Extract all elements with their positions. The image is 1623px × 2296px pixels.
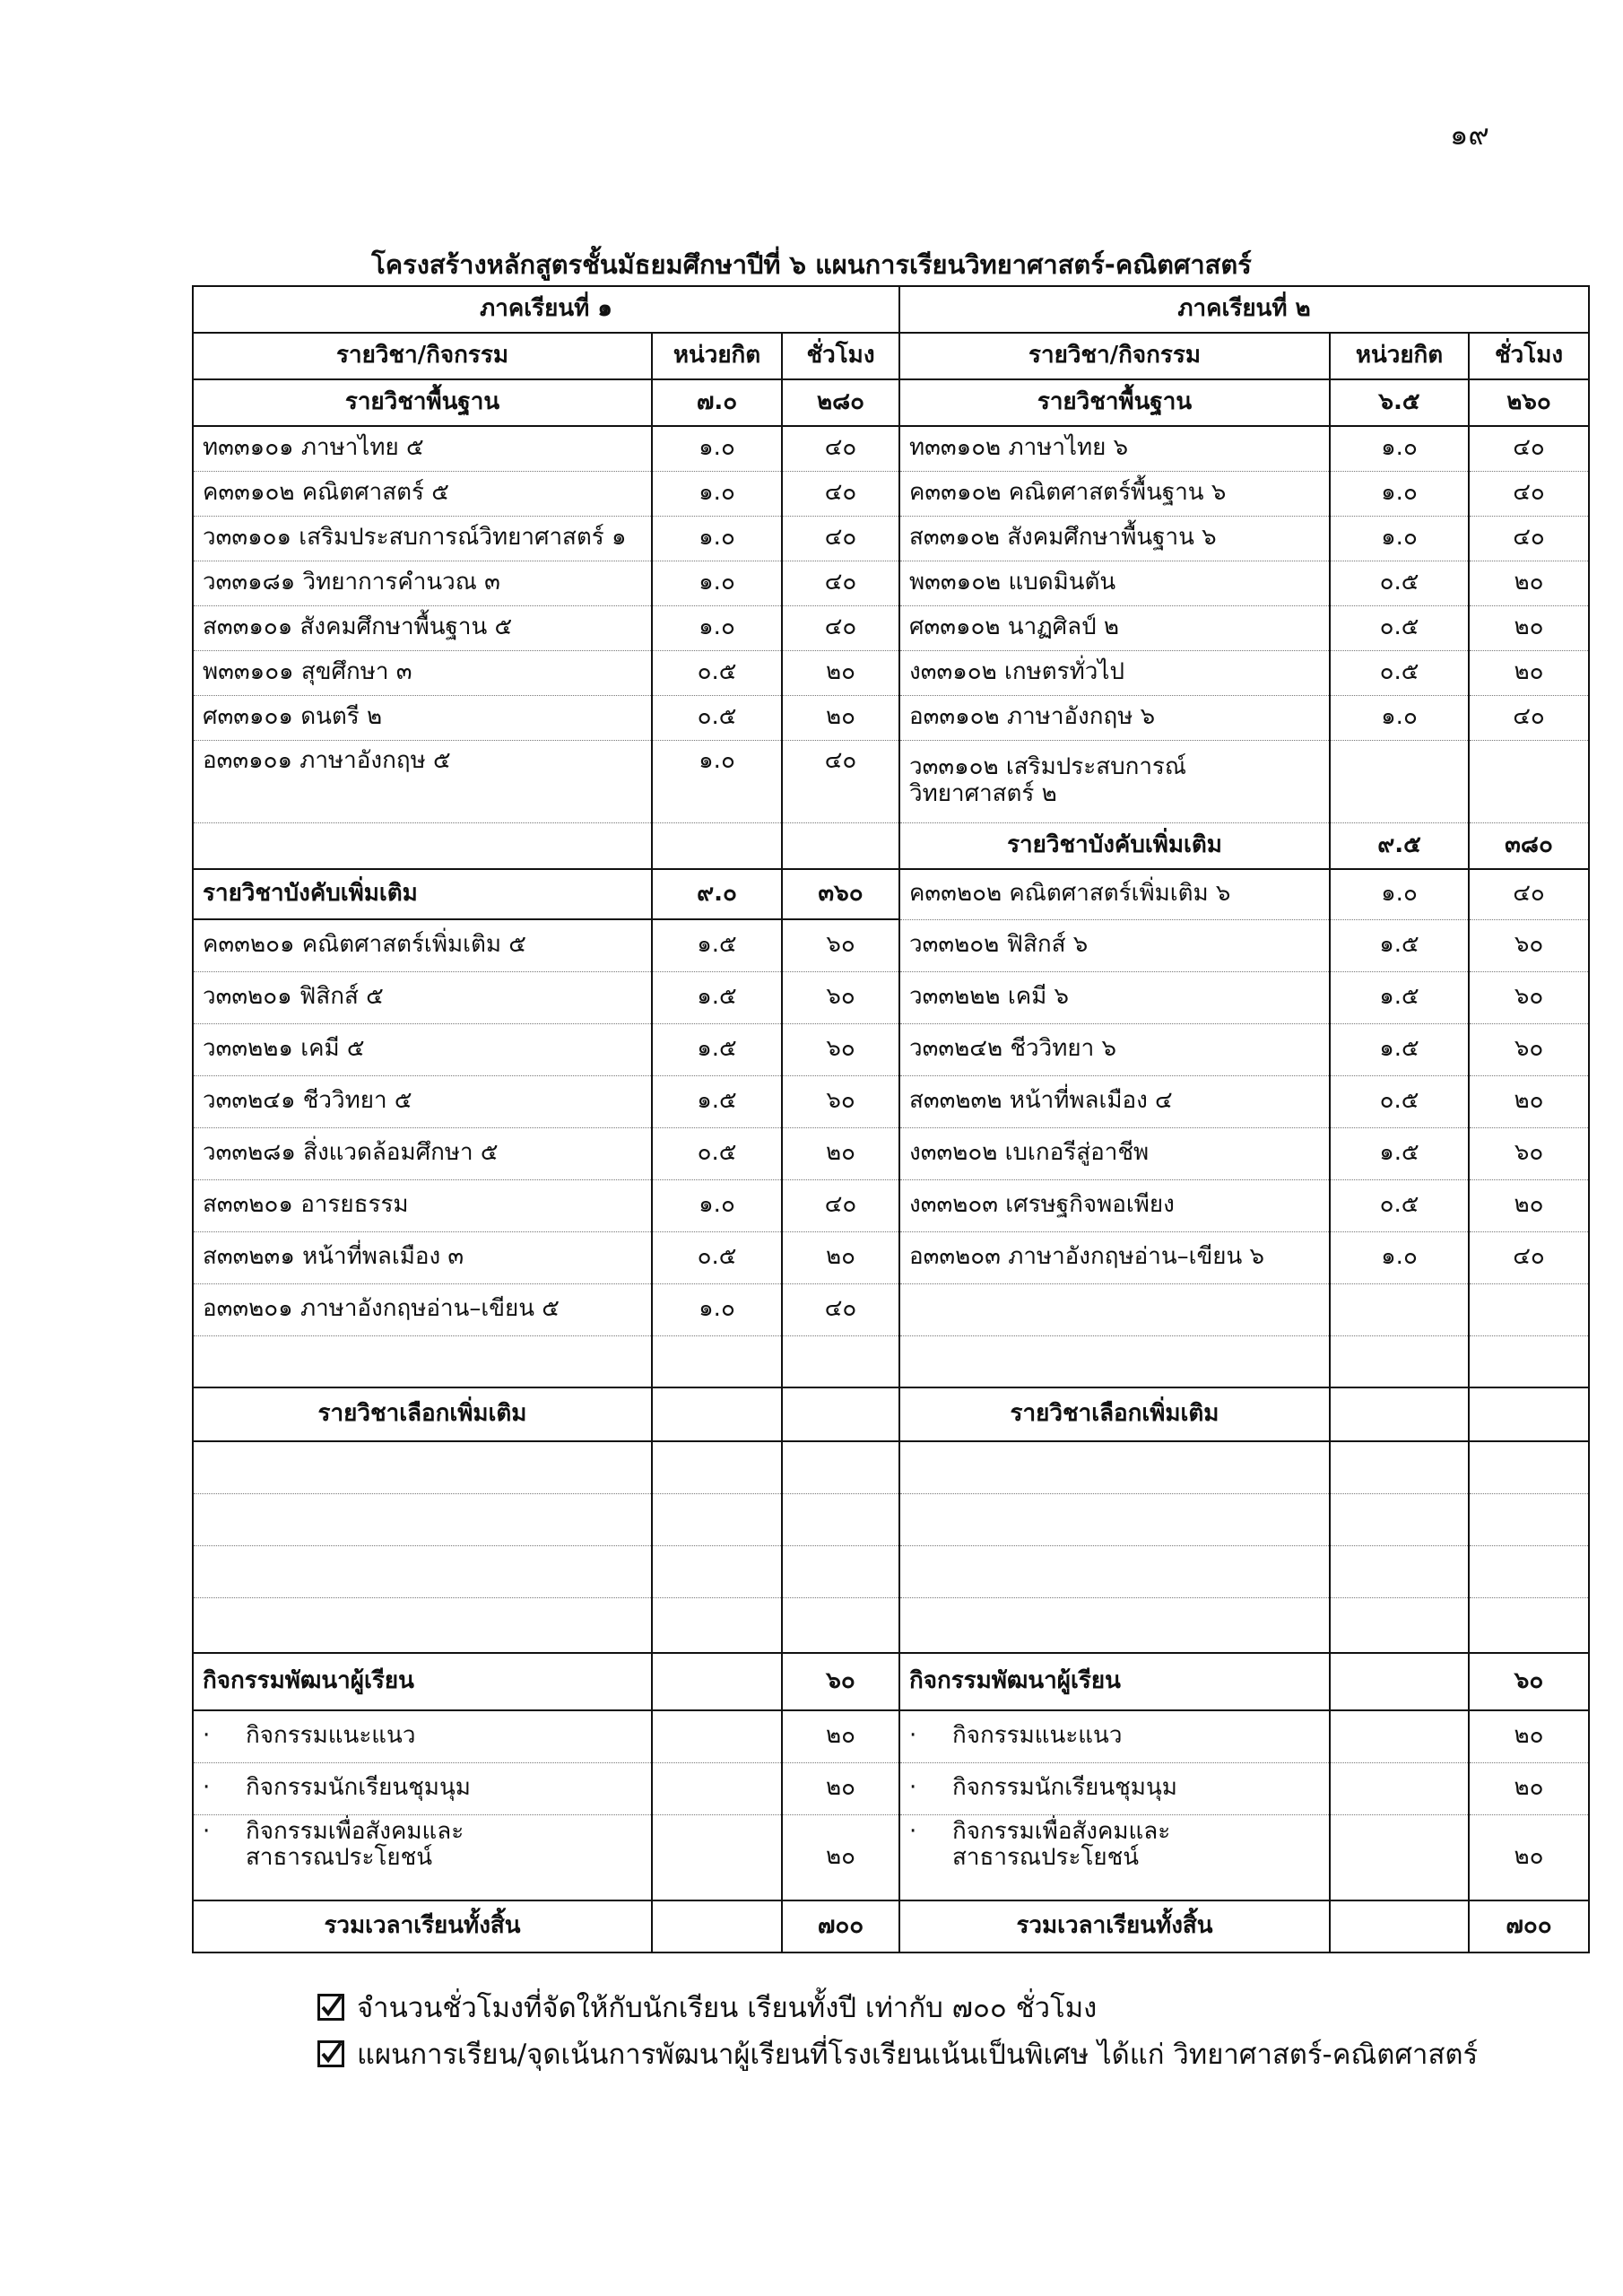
bullet: · [909,1722,917,1750]
t1-activity-club [193,1762,652,1814]
t2-basic-credits: ๐.๕ [1330,561,1469,605]
activity-label: กิจกรรมแนะแนว [952,1722,1123,1750]
t1-activity-guidance-hours: ๒๐ [782,1710,899,1762]
elective-blank [1330,1597,1469,1653]
t2-basic-subject: ท๓๓๑๐๒ ภาษาไทย ๖ [899,426,1330,471]
bullet: · [203,1817,211,1845]
elective-blank [899,1597,1330,1653]
curriculum-table [192,285,1590,1953]
t2-basic-credits: ๑.๐ [1330,516,1469,561]
t1-additional-hours: ๖๐ [782,919,899,971]
t1-activities-section-label: กิจกรรมพัฒนาผู้เรียน [193,1653,652,1710]
t1-basic-hours: ๔๐ [782,516,899,561]
bullet: · [909,1817,917,1845]
elective-blank [899,1441,1330,1493]
empty-cell [1330,1335,1469,1387]
t1-additional-credits: ๑.๐ [652,1179,782,1231]
t1-additional-subject: ส๓๓๒๓๑ หน้าที่พลเมือง ๓ [193,1231,652,1283]
additional-row [193,971,1589,1023]
activity-label: กิจกรรมนักเรียนชุมนุม [952,1774,1177,1802]
t2-additional-hours: ๖๐ [1469,971,1589,1023]
t2-additional-credits: ๑.๕ [1330,1023,1469,1075]
elective-blank [1469,1441,1589,1493]
t1-basic-credits: ๐.๕ [652,650,782,695]
activity-label: กิจกรรมนักเรียนชุมนุม [246,1774,471,1802]
t1-activity-social-hours: ๒๐ [782,1814,899,1900]
t2-activities-hours-total: ๖๐ [1469,1653,1589,1710]
basic-row [193,516,1589,561]
t1-basic-hours: ๔๐ [782,605,899,650]
empty-cell [1330,1387,1469,1441]
t2-total-label: รวมเวลาเรียนทั้งสิ้น [899,1900,1330,1952]
t2-additional-credits-total: ๙.๕ [1330,822,1469,869]
t2-basic-hours: ๔๐ [1469,471,1589,516]
t2-basic-hours: ๒๐ [1469,605,1589,650]
additional-row [193,1075,1589,1127]
t1-activity-club-hours: ๒๐ [782,1762,899,1814]
t2-subject-header: รายวิชา/กิจกรรม [899,333,1330,379]
t2-basic-credits: ๐.๕ [1330,605,1469,650]
t1-basic-hours: ๔๐ [782,471,899,516]
t1-additional-hours: ๒๐ [782,1127,899,1179]
t1-activity-guidance [193,1710,652,1762]
t2-additional-credits: ๑.๐ [1330,1231,1469,1283]
t2-additional-credits [1330,1283,1469,1335]
t1-basic-hours: ๔๐ [782,426,899,471]
t1-additional-section-label: รายวิชาบังคับเพิ่มเติม [193,869,652,919]
t2-additional-hours: ๖๐ [1469,1023,1589,1075]
t1-basic-last-hours: ๔๐ [782,740,899,822]
activity-label-line2: สาธารณประโยชน์ [952,1844,1140,1872]
t2-additional-subject: ว๓๓๒๐๒ ฟิสิกส์ ๖ [899,919,1330,971]
t2-additional-section-label: รายวิชาบังคับเพิ่มเติม [899,822,1330,869]
t2-basic-credits: ๑.๐ [1330,695,1469,740]
t2-additional-hours: ๖๐ [1469,1127,1589,1179]
basic-row [193,561,1589,605]
t2-activity-social-hours: ๒๐ [1469,1814,1589,1900]
empty-cell [1330,1900,1469,1952]
t1-additional-credits: ๑.๕ [652,1075,782,1127]
empty-cell [782,1335,899,1387]
t1-additional-credits: ๑.๕ [652,919,782,971]
t1-additional-subject: ค๓๓๒๐๑ คณิตศาสตร์เพิ่มเติม ๕ [193,919,652,971]
t1-basic-subject: ว๓๓๑๐๑ เสริมประสบการณ์วิทยาศาสตร์ ๑ [193,516,652,561]
empty-cell [652,1335,782,1387]
t1-total-label: รวมเวลาเรียนทั้งสิ้น [193,1900,652,1952]
empty-cell [652,1387,782,1441]
t2-basic-hours: ๔๐ [1469,695,1589,740]
t1-basic-credits: ๑.๐ [652,605,782,650]
t1-total-hours: ๗๐๐ [782,1900,899,1952]
t2-basic-credits: ๐.๕ [1330,650,1469,695]
basic-row [193,605,1589,650]
additional-row [193,1231,1589,1283]
empty-cell [1330,1814,1469,1900]
bullet: · [203,1722,211,1750]
elective-blank [782,1493,899,1545]
elective-blank [193,1441,652,1493]
elective-blank [193,1545,652,1597]
t1-basic-hours-total: ๒๘๐ [782,379,899,426]
empty-cell [1330,1653,1469,1710]
t2-hours-header: ชั่วโมง [1469,333,1589,379]
t2-additional-hours-total: ๓๘๐ [1469,822,1589,869]
t1-credits-header: หน่วยกิต [652,333,782,379]
t2-additional-subject: ส๓๓๒๓๒ หน้าที่พลเมือง ๔ [899,1075,1330,1127]
elective-blank [193,1493,652,1545]
t1-basic-subject: ศ๓๓๑๐๑ ดนตรี ๒ [193,695,652,740]
elective-blank [1330,1493,1469,1545]
t2-basic-last-subject-line2: วิทยาศาสตร์ ๒ [909,780,1057,807]
additional-row [193,1127,1589,1179]
elective-blank [193,1597,652,1653]
t2-basic-credits: ๑.๐ [1330,471,1469,516]
t1-basic-subject: ว๓๓๑๘๑ วิทยาการคำนวณ ๓ [193,561,652,605]
empty-cell [1469,1335,1589,1387]
t1-basic-subject: ส๓๓๑๐๑ สังคมศึกษาพื้นฐาน ๕ [193,605,652,650]
t1-activity-social [193,1814,652,1900]
t1-additional-credits: ๐.๕ [652,1127,782,1179]
t2-additional-subject: ง๓๓๒๐๒ เบเกอรีสู่อาชีพ [899,1127,1330,1179]
t1-additional-hours-total: ๓๖๐ [782,869,899,919]
t2-additional-credits: ๐.๕ [1330,1179,1469,1231]
t1-empty-cell [782,822,899,869]
activity-label-line1: กิจกรรมเพื่อสังคมและ [952,1817,1171,1845]
t1-basic-hours: ๔๐ [782,561,899,605]
t1-additional-subject: ว๓๓๒๐๑ ฟิสิกส์ ๕ [193,971,652,1023]
empty-cell [652,1710,782,1762]
elective-blank [899,1545,1330,1597]
t2-activity-guidance-hours: ๒๐ [1469,1710,1589,1762]
checked-box-icon [317,2040,344,2067]
empty-cell [652,1814,782,1900]
elective-blank [652,1441,782,1493]
t2-additional-credits: ๐.๕ [1330,1075,1469,1127]
t2-additional-subject: ว๓๓๒๔๒ ชีววิทยา ๖ [899,1023,1330,1075]
elective-blank [899,1493,1330,1545]
additional-row [193,1283,1589,1335]
t1-basic-last-credits: ๑.๐ [652,740,782,822]
t2-basic-hours: ๔๐ [1469,426,1589,471]
activity-label-line2: สาธารณประโยชน์ [246,1844,433,1872]
t2-basic-subject: พ๓๓๑๐๒ แบดมินตัน [899,561,1330,605]
t2-basic-hours: ๔๐ [1469,516,1589,561]
empty-cell [193,1335,652,1387]
t2-basic-subject: อ๓๓๑๐๒ ภาษาอังกฤษ ๖ [899,695,1330,740]
t1-basic-subject: พ๓๓๑๐๑ สุขศึกษา ๓ [193,650,652,695]
t2-basic-last-subject-line1: ว๓๓๑๐๒ เสริมประสบการณ์ [909,753,1187,781]
t1-basic-subject: ท๓๓๑๐๑ ภาษาไทย ๕ [193,426,652,471]
t2-basic-subject: ง๓๓๑๐๒ เกษตรทั่วไป [899,650,1330,695]
elective-blank [782,1441,899,1493]
t2-additional-subject [899,1283,1330,1335]
t1-basic-credits-total: ๗.๐ [652,379,782,426]
t2-basic-hours-total: ๒๖๐ [1469,379,1589,426]
empty-cell [1330,1710,1469,1762]
empty-cell [1469,1387,1589,1441]
t2-activity-social [899,1814,1330,1900]
t2-basic-last-subject [899,740,1330,822]
elective-blank [652,1545,782,1597]
t2-elective-section-label: รายวิชาเลือกเพิ่มเติม [899,1387,1330,1441]
t1-basic-section-label: รายวิชาพื้นฐาน [193,379,652,426]
document-title: โครงสร้างหลักสูตรชั้นมัธยมศึกษาปีที่ ๖ แผนการเรียนวิทยาศาสตร์-คณิตศาสตร์ [371,249,1252,280]
t2-additional-subject: ว๓๓๒๒๒ เคมี ๖ [899,971,1330,1023]
t2-basic-hours: ๒๐ [1469,561,1589,605]
t2-activities-section-label: กิจกรรมพัฒนาผู้เรียน [899,1653,1330,1710]
basic-row [193,650,1589,695]
basic-row [193,471,1589,516]
t1-elective-section-label: รายวิชาเลือกเพิ่มเติม [193,1387,652,1441]
elective-blank [1330,1545,1469,1597]
t1-basic-credits: ๑.๐ [652,426,782,471]
t1-additional-hours: ๒๐ [782,1231,899,1283]
t1-empty-cell [193,822,652,869]
page-number: ๑๙ [1450,117,1489,152]
elective-blank [652,1493,782,1545]
t2-additional-hours: ๖๐ [1469,919,1589,971]
additional-row [193,1179,1589,1231]
t1-hours-header: ชั่วโมง [782,333,899,379]
t1-basic-hours: ๒๐ [782,650,899,695]
bullet: · [203,1774,211,1802]
t2-basic-subject: ค๓๓๑๐๒ คณิตศาสตร์พื้นฐาน ๖ [899,471,1330,516]
t2-basic-section-label: รายวิชาพื้นฐาน [899,379,1330,426]
t2-basic-credits-total: ๖.๕ [1330,379,1469,426]
additional-row [193,1023,1589,1075]
t1-additional-credits: ๐.๕ [652,1231,782,1283]
term1-header: ภาคเรียนที่ ๑ [193,286,899,333]
t2-additional-hours: ๔๐ [1469,1231,1589,1283]
t1-basic-hours: ๒๐ [782,695,899,740]
t1-additional-hours: ๔๐ [782,1283,899,1335]
t2-total-hours: ๗๐๐ [1469,1900,1589,1952]
t1-additional-subject: ว๓๓๒๒๑ เคมี ๕ [193,1023,652,1075]
notes [317,1984,1478,2077]
t1-basic-credits: ๑.๐ [652,561,782,605]
t1-activities-hours-total: ๖๐ [782,1653,899,1710]
note-hours [317,1984,1478,2031]
activity-label: กิจกรรมแนะแนว [246,1722,416,1750]
basic-row [193,695,1589,740]
t1-basic-credits: ๑.๐ [652,516,782,561]
t1-additional-subject: อ๓๓๒๐๑ ภาษาอังกฤษอ่าน–เขียน ๕ [193,1283,652,1335]
elective-blank [652,1597,782,1653]
t2-additional-credits: ๑.๕ [1330,919,1469,971]
elective-blank [1469,1545,1589,1597]
t1-additional-hours: ๖๐ [782,1023,899,1075]
t1-additional-subject: ว๓๓๒๘๑ สิ่งแวดล้อมศึกษา ๕ [193,1127,652,1179]
t2-basic-subject: ส๓๓๑๐๒ สังคมศึกษาพื้นฐาน ๖ [899,516,1330,561]
note-focus-text: แผนการเรียน/จุดเน้นการพัฒนาผู้เรียนที่โรงเรียนเน้นเป็นพิเศษ ได้แก่ วิทยาศาสตร์-คณิตศาสตร์ [357,2039,1479,2071]
t1-additional-credits: ๑.๐ [652,1283,782,1335]
empty-cell [652,1762,782,1814]
term2-header: ภาคเรียนที่ ๒ [899,286,1589,333]
t1-basic-subject: ค๓๓๑๐๒ คณิตศาสตร์ ๕ [193,471,652,516]
t1-empty-cell [652,822,782,869]
t1-additional-hours: ๔๐ [782,1179,899,1231]
t2-activity-club-hours: ๒๐ [1469,1762,1589,1814]
t1-additional-credits: ๑.๕ [652,971,782,1023]
elective-blank [1469,1493,1589,1545]
t2-basic-subject: ศ๓๓๑๐๒ นาฏศิลป์ ๒ [899,605,1330,650]
t1-additional-credits: ๑.๕ [652,1023,782,1075]
elective-blank [1469,1597,1589,1653]
t2-additional-subject: อ๓๓๒๐๓ ภาษาอังกฤษอ่าน–เขียน ๖ [899,1231,1330,1283]
empty-cell [899,1335,1330,1387]
t2-basic-credits: ๑.๐ [1330,426,1469,471]
t2-additional-hours [1469,1283,1589,1335]
t1-additional-hours: ๖๐ [782,971,899,1023]
t2-additional-credits: ๑.๕ [1330,971,1469,1023]
elective-blank [782,1545,899,1597]
basic-row [193,426,1589,471]
t2-activity-guidance [899,1710,1330,1762]
t1-additional-credits-total: ๙.๐ [652,869,782,919]
t2-credits-header: หน่วยกิต [1330,333,1469,379]
elective-blank [782,1597,899,1653]
t1-additional-subject: ว๓๓๒๔๑ ชีววิทยา ๕ [193,1075,652,1127]
note-focus [317,2031,1478,2077]
empty-cell [782,1387,899,1441]
t2-activity-club [899,1762,1330,1814]
empty-cell [652,1900,782,1952]
t2-additional-first-subject: ค๓๓๒๐๒ คณิตศาสตร์เพิ่มเติม ๖ [899,869,1330,919]
empty-cell [652,1653,782,1710]
t1-basic-credits: ๐.๕ [652,695,782,740]
t2-basic-hours: ๒๐ [1469,650,1589,695]
t1-subject-header: รายวิชา/กิจกรรม [193,333,652,379]
elective-blank [1330,1441,1469,1493]
t2-additional-first-credits: ๑.๐ [1330,869,1469,919]
t2-additional-hours: ๒๐ [1469,1179,1589,1231]
t1-additional-hours: ๖๐ [782,1075,899,1127]
empty-cell [1330,1762,1469,1814]
additional-row [193,919,1589,971]
note-hours-text: จำนวนชั่วโมงที่จัดให้กับนักเรียน เรียนทั้งปี เท่ากับ ๗๐๐ ชั่วโมง [357,1992,1098,2024]
t2-basic-last-credits [1330,740,1469,822]
t2-additional-subject: ง๓๓๒๐๓ เศรษฐกิจพอเพียง [899,1179,1330,1231]
t1-basic-last-subject: อ๓๓๑๐๑ ภาษาอังกฤษ ๕ [193,740,652,822]
t2-additional-credits: ๑.๕ [1330,1127,1469,1179]
bullet: · [909,1774,917,1802]
t2-additional-hours: ๒๐ [1469,1075,1589,1127]
checked-box-icon [317,1994,344,2021]
t2-additional-first-hours: ๔๐ [1469,869,1589,919]
t1-additional-subject: ส๓๓๒๐๑ อารยธรรม [193,1179,652,1231]
activity-label-line1: กิจกรรมเพื่อสังคมและ [246,1817,464,1845]
t2-basic-last-hours [1469,740,1589,822]
t1-basic-credits: ๑.๐ [652,471,782,516]
